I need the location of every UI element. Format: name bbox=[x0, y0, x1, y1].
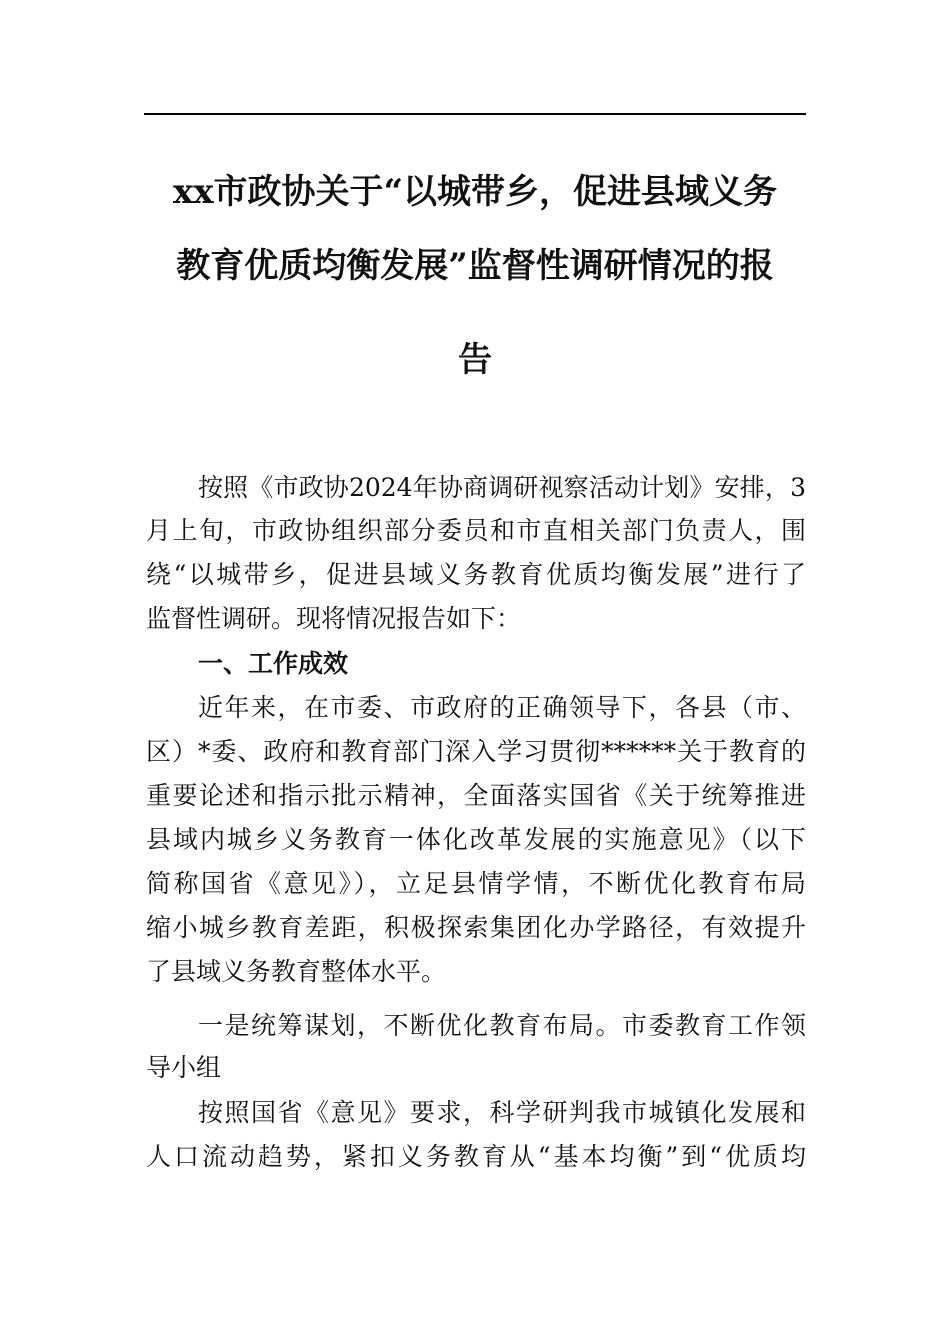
body-line: 缩小城乡教育差距，积极探索集团化办学路径，有效提升 bbox=[146, 913, 806, 942]
header-rule bbox=[144, 113, 806, 115]
body-line: 按照《市政协2024年协商调研视察活动计划》安排，3 bbox=[198, 473, 806, 502]
body-line: 一是统筹谋划，不断优化教育布局。市委教育工作领 bbox=[198, 1011, 806, 1040]
document-title-line-1: xx市政协关于“以城带乡，促进县域义务 bbox=[172, 172, 778, 212]
document-title-line-3: 告 bbox=[458, 340, 492, 380]
body-line: 监督性调研。现将情况报告如下： bbox=[146, 604, 522, 633]
body-line: 人口流动趋势，紧扣义务教育从“基本均衡”到“优质均 bbox=[146, 1142, 806, 1171]
document-title-line-2: 教育优质均衡发展”监督性调研情况的报 bbox=[176, 246, 774, 286]
body-line: 近年来，在市委、市政府的正确领导下，各县（市、 bbox=[198, 693, 806, 722]
body-line: 了县域义务教育整体水平。 bbox=[146, 957, 447, 986]
body-line: 区）*委、政府和教育部门深入学习贯彻******关于教育的 bbox=[146, 737, 806, 766]
section-heading: 一、工作成效 bbox=[198, 649, 349, 678]
body-line: 县域内城乡义务教育一体化改革发展的实施意见》（以下 bbox=[146, 825, 806, 854]
body-line: 重要论述和指示批示精神，全面落实国省《关于统筹推进 bbox=[146, 781, 806, 810]
body-line: 按照国省《意见》要求，科学研判我市城镇化发展和 bbox=[198, 1098, 806, 1127]
body-line: 绕“以城带乡，促进县域义务教育优质均衡发展”进行了 bbox=[146, 560, 806, 589]
body-line: 导小组 bbox=[146, 1053, 222, 1082]
body-line: 简称国省《意见》），立足县情学情，不断优化教育布局 bbox=[146, 869, 806, 898]
body-line: 月上旬，市政协组织部分委员和市直相关部门负责人，围 bbox=[146, 516, 806, 545]
